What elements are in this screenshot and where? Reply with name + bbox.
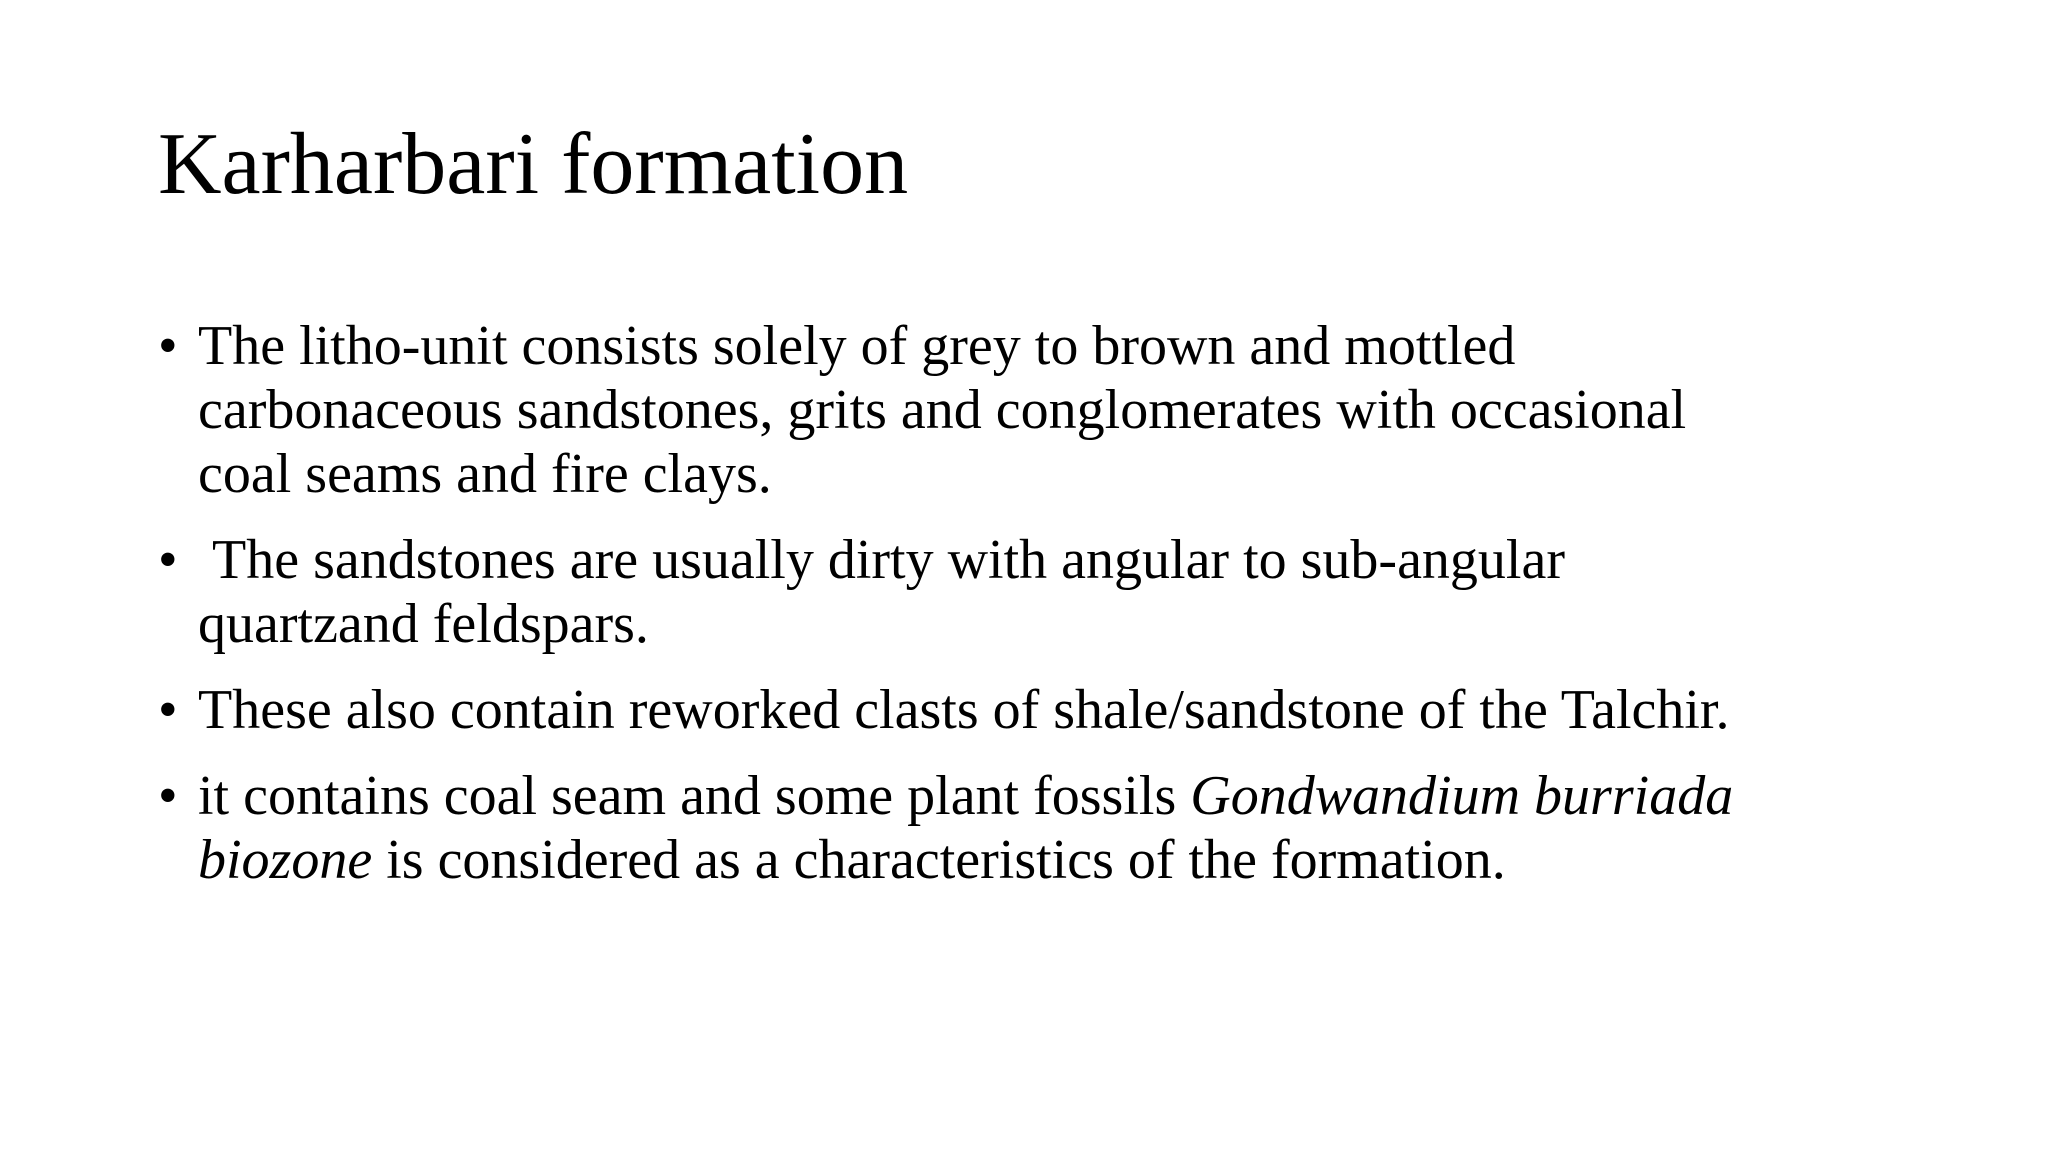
bullet-line xyxy=(198,764,1898,828)
bullet-text-plain: is considered as a characteristics of the formation. xyxy=(372,829,1506,891)
bullet-item-4 xyxy=(158,764,1898,892)
bullet-line: The litho-unit consists solely of grey to brown and mottled xyxy=(198,315,1516,377)
bullet-text-plain: it contains coal seam and some plant fossils xyxy=(198,765,1191,827)
fossil-name-italic: Gondwandium burriada xyxy=(1190,765,1734,827)
bullet-line: quartzand feldspars. xyxy=(198,593,649,655)
bullet-icon: • xyxy=(158,529,178,591)
bullet-item-2 xyxy=(158,528,1898,656)
bullet-item-1 xyxy=(158,314,1898,506)
bullet-list xyxy=(158,314,1898,914)
bullet-line xyxy=(198,828,1898,892)
slide-title: Karharbari formation xyxy=(158,116,909,213)
bullet-icon: • xyxy=(158,679,178,741)
bullet-icon: • xyxy=(158,765,178,827)
bullet-line: carbonaceous sandstones, grits and conglomerates with occasional xyxy=(198,379,1687,441)
bullet-line: The sandstones are usually dirty with angular to sub-angular xyxy=(212,529,1565,591)
bullet-icon: • xyxy=(158,315,178,377)
bullet-line: These also contain reworked clasts of shale/sandstone of the Talchir. xyxy=(198,679,1730,741)
bullet-item-3 xyxy=(158,678,1898,742)
biozone-italic: biozone xyxy=(198,829,373,891)
bullet-line: coal seams and fire clays. xyxy=(198,443,772,505)
